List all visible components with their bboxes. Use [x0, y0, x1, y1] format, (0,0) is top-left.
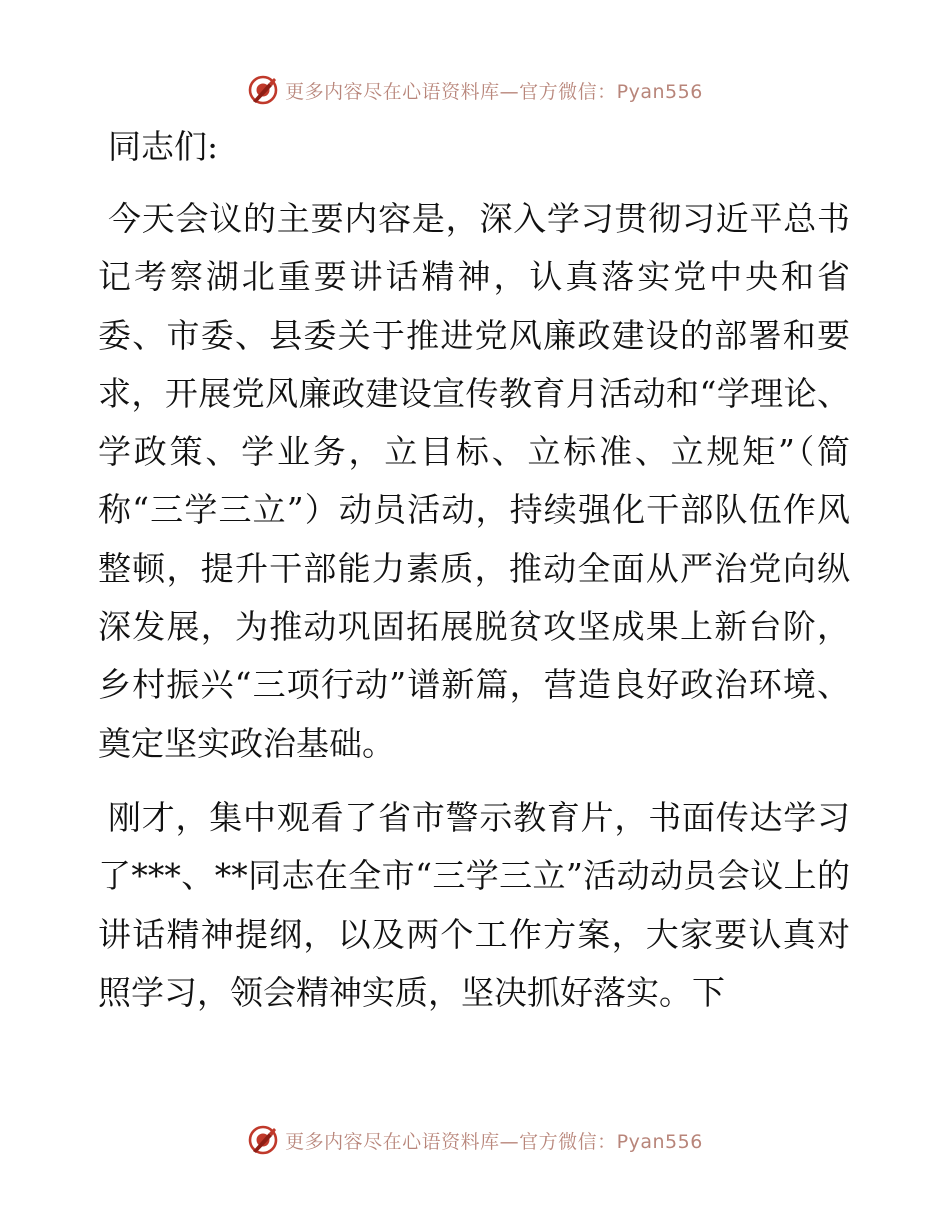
header-watermark-banner	[0, 70, 950, 110]
pen-logo-icon	[247, 74, 279, 106]
salutation: 同志们:	[108, 127, 219, 166]
document-body	[98, 118, 850, 1038]
watermark-text: 更多内容尽在心语资料库—官方微信：Pyan556	[285, 80, 703, 103]
footer-watermark-banner	[0, 1120, 950, 1160]
paragraph-1: 今天会议的主要内容是，深入学习贯彻习近平总书记考察湖北重要讲话精神，认真落实党中央和省委、市委、县委关于推进党风廉政建设的部署和要求，开展党风廉政建设宣传教育月活动和“学理论、学政策、学业务，立目标、立标准、立规矩”（简称“三学三立”）动员活动，持续强化干部队伍作风整顿，提升干部能力素质，推动全面从严治党向纵深发展，为推动巩固拓展脱贫攻坚成果上新台阶，乡村振兴“三项行动”谱新篇，营造良好政治环境、奠定坚实政治基础。	[98, 199, 850, 763]
paragraph-2: 刚才，集中观看了省市警示教育片，书面传达学习了***、**同志在全市“三学三立”活动动员会议上的讲话精神提纲，以及两个工作方案，大家要认真对照学习，领会精神实质，坚决抓好落实。下	[98, 797, 850, 1012]
watermark-text: 更多内容尽在心语资料库—官方微信：Pyan556	[285, 1130, 703, 1153]
pen-logo-icon	[247, 1124, 279, 1156]
